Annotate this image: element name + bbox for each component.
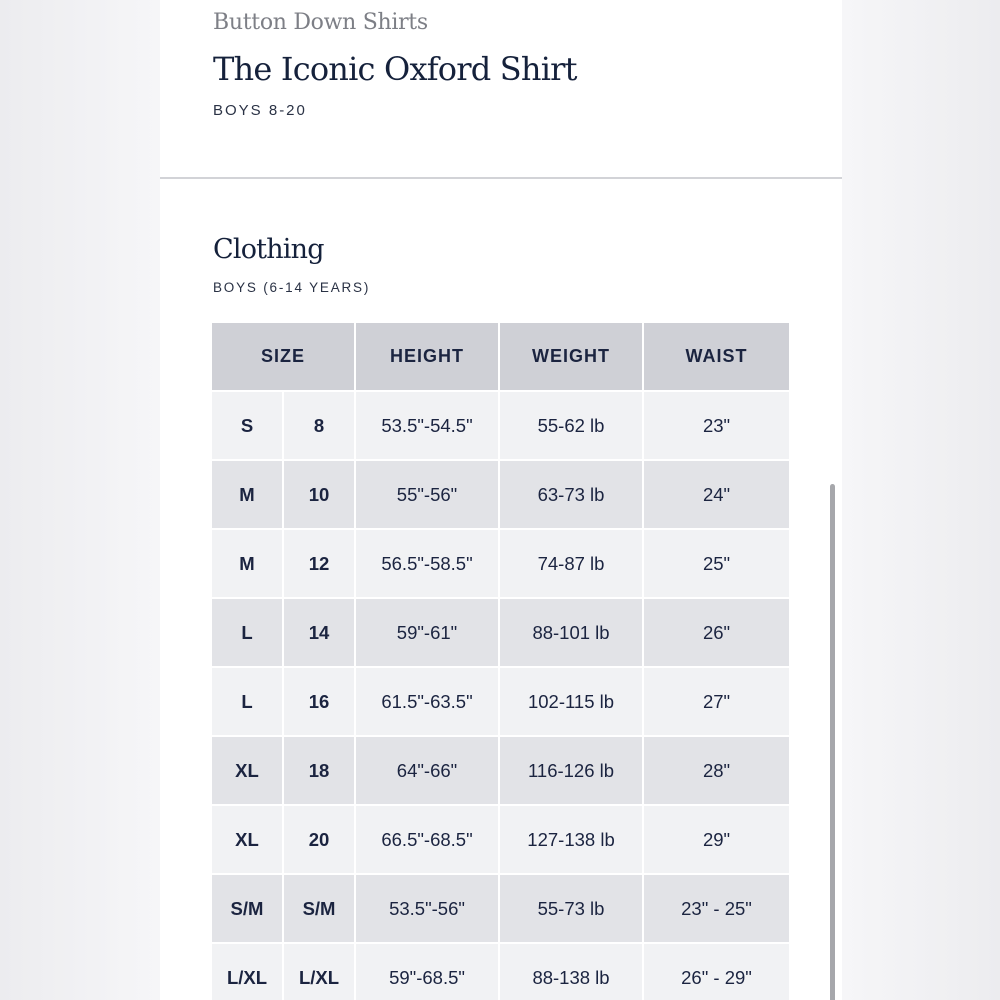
table-row xyxy=(212,875,789,944)
size-letter-cell: S xyxy=(212,392,284,461)
waist-cell: 26" xyxy=(644,599,789,668)
size-number-cell: 14 xyxy=(284,599,356,668)
waist-cell: 29" xyxy=(644,806,789,875)
weight-cell: 127-138 lb xyxy=(500,806,644,875)
size-letter-cell: L/XL xyxy=(212,944,284,1000)
section-title: Clothing xyxy=(213,234,324,265)
weight-cell: 55-73 lb xyxy=(500,875,644,944)
waist-cell: 26" - 29" xyxy=(644,944,789,1000)
size-number-cell: 18 xyxy=(284,737,356,806)
size-chart-table xyxy=(212,323,789,1000)
height-cell: 55"-56" xyxy=(356,461,500,530)
size-letter-cell: M xyxy=(212,530,284,599)
size-number-cell: 16 xyxy=(284,668,356,737)
waist-cell: 23" xyxy=(644,392,789,461)
table-row xyxy=(212,737,789,806)
section-divider xyxy=(160,177,842,179)
size-number-cell: S/M xyxy=(284,875,356,944)
size-letter-cell: XL xyxy=(212,737,284,806)
height-cell: 59"-68.5" xyxy=(356,944,500,1000)
size-number-cell: 8 xyxy=(284,392,356,461)
table-row xyxy=(212,944,789,1000)
size-letter-cell: L xyxy=(212,599,284,668)
size-number-cell: 10 xyxy=(284,461,356,530)
table-row xyxy=(212,668,789,737)
background-left xyxy=(0,0,160,1000)
waist-cell: 23" - 25" xyxy=(644,875,789,944)
product-title: The Iconic Oxford Shirt xyxy=(213,50,577,88)
product-subtitle: BOYS 8-20 xyxy=(213,102,307,119)
weight-cell: 88-138 lb xyxy=(500,944,644,1000)
waist-cell: 27" xyxy=(644,668,789,737)
size-guide-panel xyxy=(160,0,842,1000)
height-cell: 59"-61" xyxy=(356,599,500,668)
table-header-row xyxy=(212,323,789,392)
waist-cell: 25" xyxy=(644,530,789,599)
weight-cell: 88-101 lb xyxy=(500,599,644,668)
product-category: Button Down Shirts xyxy=(213,10,428,35)
table-row xyxy=(212,806,789,875)
size-letter-cell: XL xyxy=(212,806,284,875)
column-header-height: HEIGHT xyxy=(356,323,500,392)
waist-cell: 24" xyxy=(644,461,789,530)
weight-cell: 63-73 lb xyxy=(500,461,644,530)
size-number-cell: 12 xyxy=(284,530,356,599)
size-number-cell: L/XL xyxy=(284,944,356,1000)
scrollbar-thumb[interactable] xyxy=(830,484,835,1000)
size-letter-cell: M xyxy=(212,461,284,530)
table-row xyxy=(212,392,789,461)
section-subtitle: BOYS (6-14 YEARS) xyxy=(213,280,371,295)
height-cell: 66.5"-68.5" xyxy=(356,806,500,875)
table-row xyxy=(212,461,789,530)
table-row xyxy=(212,599,789,668)
height-cell: 53.5"-54.5" xyxy=(356,392,500,461)
height-cell: 53.5"-56" xyxy=(356,875,500,944)
weight-cell: 116-126 lb xyxy=(500,737,644,806)
column-header-weight: WEIGHT xyxy=(500,323,644,392)
size-letter-cell: S/M xyxy=(212,875,284,944)
height-cell: 61.5"-63.5" xyxy=(356,668,500,737)
column-header-size: SIZE xyxy=(212,323,356,392)
height-cell: 56.5"-58.5" xyxy=(356,530,500,599)
size-number-cell: 20 xyxy=(284,806,356,875)
waist-cell: 28" xyxy=(644,737,789,806)
height-cell: 64"-66" xyxy=(356,737,500,806)
weight-cell: 55-62 lb xyxy=(500,392,644,461)
table-row xyxy=(212,530,789,599)
background-right xyxy=(842,0,1000,1000)
weight-cell: 102-115 lb xyxy=(500,668,644,737)
column-header-waist: WAIST xyxy=(644,323,789,392)
size-letter-cell: L xyxy=(212,668,284,737)
weight-cell: 74-87 lb xyxy=(500,530,644,599)
